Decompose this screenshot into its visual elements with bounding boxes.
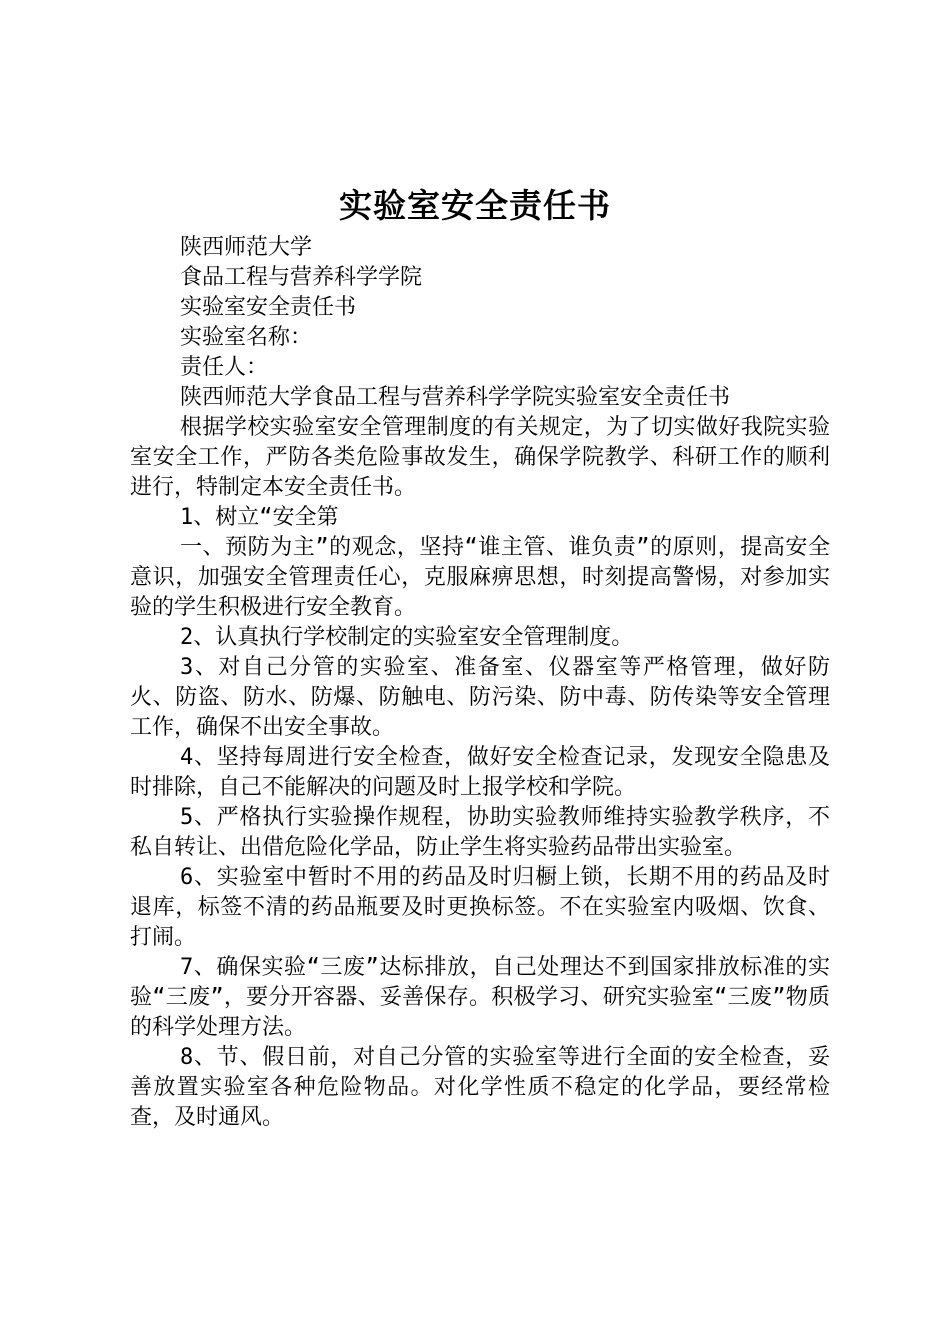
item-3: 3、对自己分管的实验室、准备室、仪器室等严格管理，做好防火、防盗、防水、防爆、防触电、防污染、防中毒、防传染等安全管理工作，确保不出安全事故。	[130, 655, 830, 740]
lab-name-label: 实验室名称：	[180, 325, 313, 350]
item-4: 4、坚持每周进行安全检查，做好安全检查记录，发现安全隐患及时排除，自己不能解决的问题及时上报学校和学院。	[130, 745, 830, 800]
intro-paragraph: 根据学校实验室安全管理制度的有关规定，为了切实做好我院实验室安全工作，严防各类危险事故发生，确保学院教学、科研工作的顺利进行，特制定本安全责任书。	[130, 415, 830, 500]
item-5: 5、严格执行实验操作规程，协助实验教师维持实验教学秩序，不私自转让、出借危险化学品，防止学生将实验药品带出实验室。	[130, 805, 830, 860]
document-title: 实验室安全责任书	[339, 186, 611, 225]
item-1-body: 一、预防为主”的观念，坚持“谁主管、谁负责”的原则，提高安全意识，加强安全管理责任心，克服麻痹思想，时刻提高警惕，对参加实验的学生积极进行安全教育。	[130, 535, 830, 620]
college-name: 食品工程与营养科学学院	[180, 265, 423, 290]
full-doc-heading: 陕西师范大学食品工程与营养科学学院实验室安全责任书	[180, 385, 731, 410]
document-body	[130, 233, 830, 1133]
item-8: 8、节、假日前，对自己分管的实验室等进行全面的安全检查，妥善放置实验室各种危险物品。对化学性质不稳定的化学品，要经常检查，及时通风。	[130, 1045, 830, 1130]
responsible-person-label: 责任人：	[180, 355, 269, 380]
item-2: 2、认真执行学校制定的实验室安全管理制度。	[180, 625, 634, 650]
doc-subtitle: 实验室安全责任书	[180, 295, 357, 320]
item-1-heading: 1、树立“安全第	[180, 505, 339, 530]
university-name: 陕西师范大学	[180, 235, 313, 260]
item-6: 6、实验室中暂时不用的药品及时归橱上锁，长期不用的药品及时退库，标签不清的药品瓶要及时更换标签。不在实验室内吸烟、饮食、打闹。	[130, 865, 830, 950]
item-7: 7、确保实验“三废”达标排放，自己处理达不到国家排放标准的实验“三废”，要分开容器、妥善保存。积极学习、研究实验室“三废”物质的科学处理方法。	[130, 955, 830, 1040]
